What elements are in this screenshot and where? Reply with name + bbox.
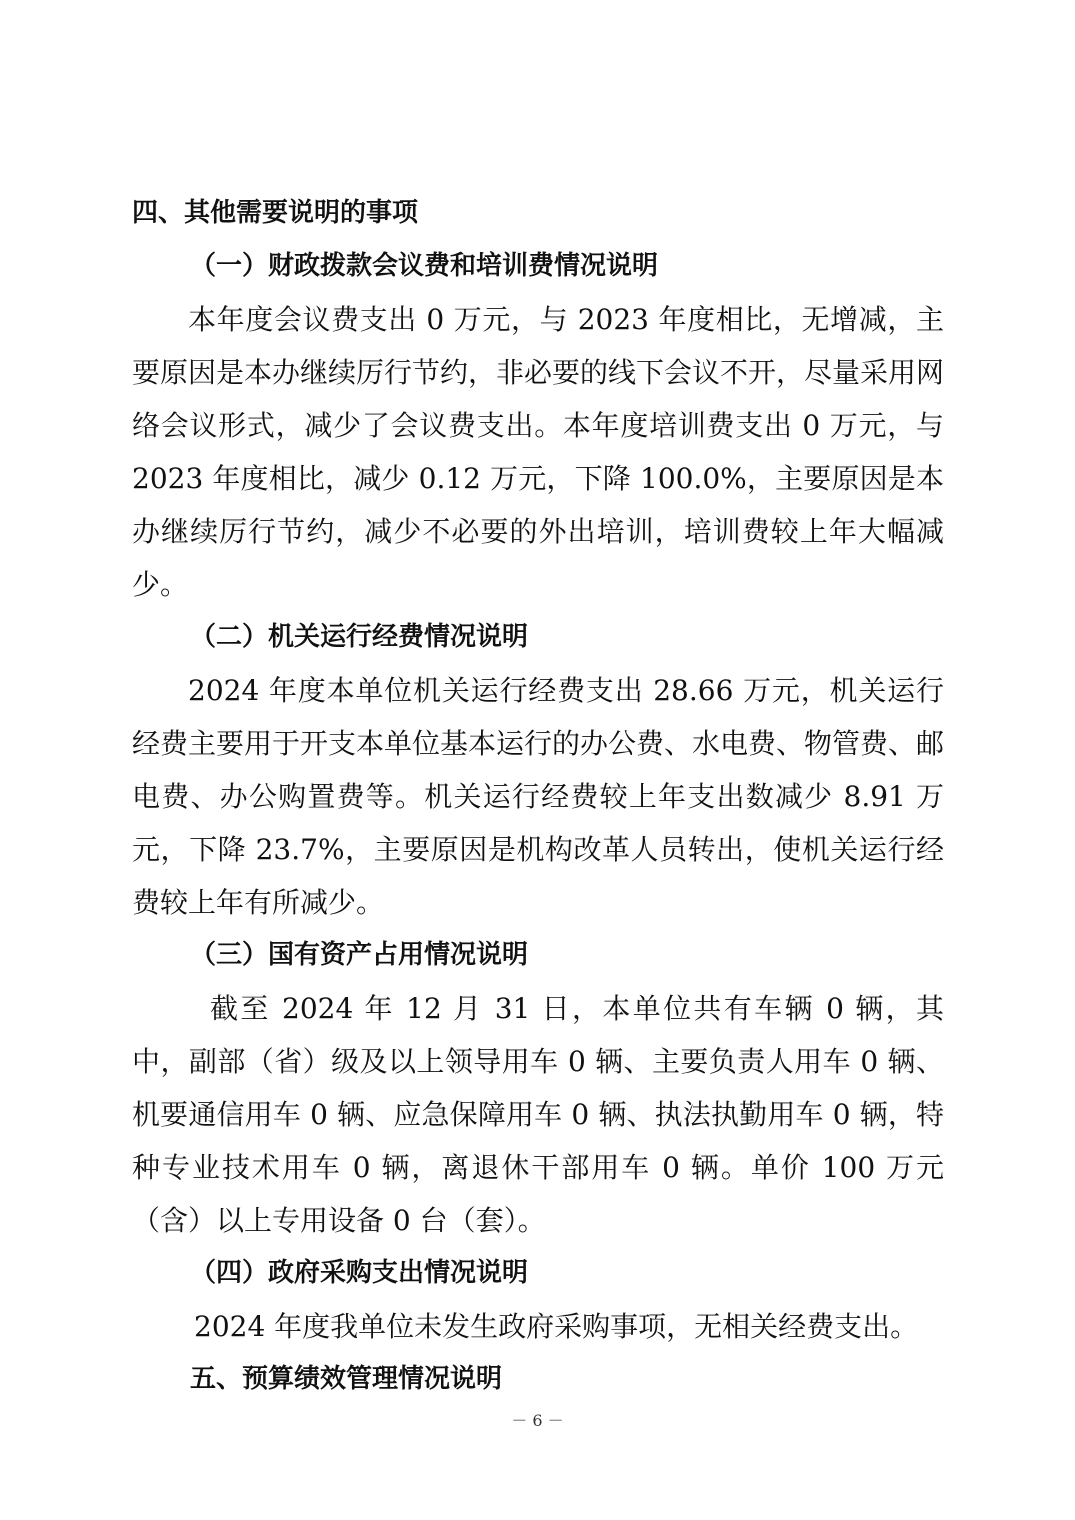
section-4-3-title: （三）国有资产占用情况说明 bbox=[190, 940, 529, 970]
page-number: － 6 － bbox=[511, 1411, 564, 1430]
section-5-title: 五、预算绩效管理情况说明 bbox=[190, 1364, 503, 1394]
section-4-1-title: （一）财政拨款会议费和培训费情况说明 bbox=[190, 251, 659, 281]
section-4-2-body: 2024 年度本单位机关运行经费支出 28.66 万元，机关运行经费主要用于开支本单位基本运行的办公费、水电费、物管费、邮电费、办公购置费等。机关运行经费较上年支出数减少 8.91 万元，下降 23.7%，主要原因是机构改革人员转出，使机关运行经费较上年有所减少。 bbox=[132, 674, 945, 919]
section-4-title: 四、其他需要说明的事项 bbox=[132, 198, 419, 228]
section-4-2-title: （二）机关运行经费情况说明 bbox=[190, 622, 529, 652]
section-4-4-body: 2024 年度我单位未发生政府采购事项，无相关经费支出。 bbox=[194, 1310, 919, 1343]
section-4-1-body: 本年度会议费支出 0 万元，与 2023 年度相比，无增减，主要原因是本办继续厉行节约，非必要的线下会议不开，尽量采用网络会议形式，减少了会议费支出。本年度培训费支出 0 万元，与 2023 年度相比，减少 0.12 万元，下降 100.0%，主要原因是本办继续厉行节约，减少不必要的外出培训，培训费较上年大幅减少。 bbox=[132, 303, 945, 601]
document-page bbox=[132, 187, 944, 1406]
section-4-3-body: 截至 2024 年 12 月 31 日，本单位共有车辆 0 辆，其中，副部（省）级及以上领导用车 0 辆、主要负责人用车 0 辆、机要通信用车 0 辆、应急保障用车 0 辆、执法执勤用车 0 辆，特种专业技术用车 0 辆，离退休干部用车 0 辆。单价 100 万元（含）以上专用设备 0 台（套）。 bbox=[132, 992, 944, 1237]
section-4-4-title: （四）政府采购支出情况说明 bbox=[190, 1258, 529, 1288]
